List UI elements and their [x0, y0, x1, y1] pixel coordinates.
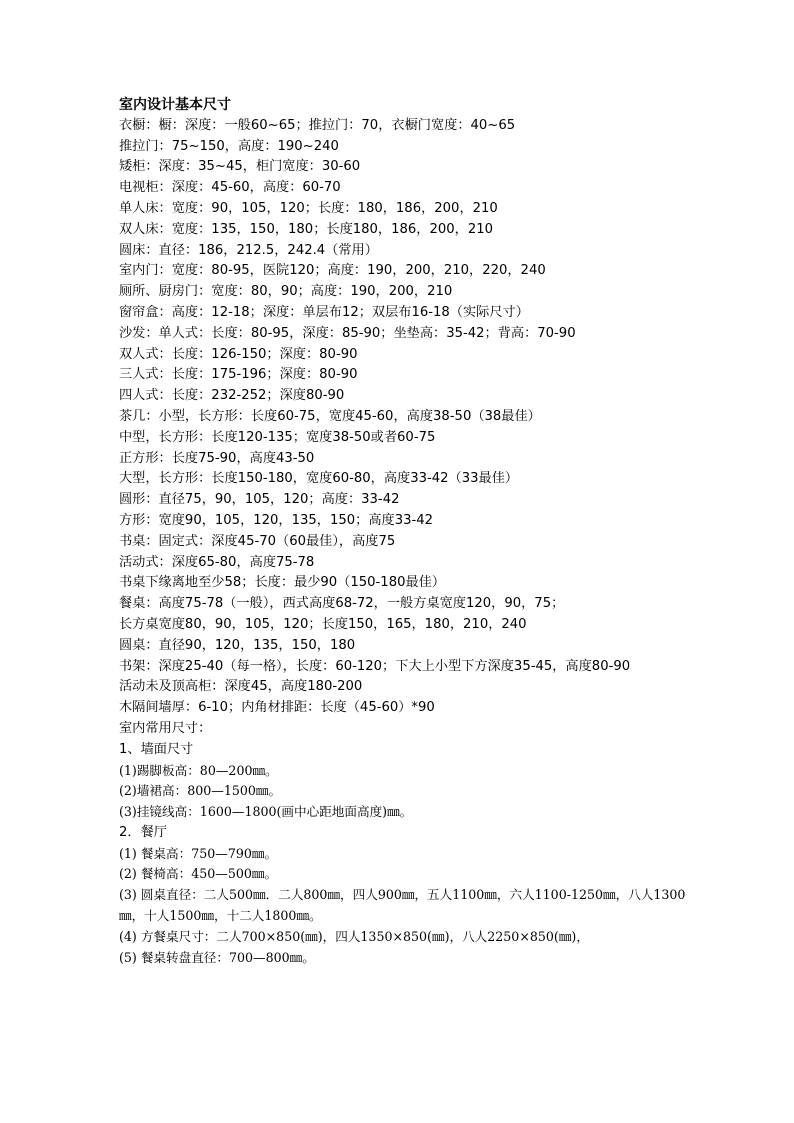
text-line: 书桌：固定式：深度45-70（60最佳），高度75	[119, 533, 396, 549]
text-line: 厕所、厨房门：宽度：80，90；高度：190，200，210	[119, 284, 453, 300]
text-line: 茶几：小型，长方形：长度60-75，宽度45-60，高度38-50（38最佳）	[119, 408, 541, 424]
text-line: 方形：宽度90，105，120，135，150；高度33-42	[119, 512, 434, 528]
document-title: 室内设计基本尺寸	[119, 97, 231, 113]
text-line: 单人床：宽度：90，105，120；长度：180，186，200，210	[119, 200, 498, 216]
text-line: 长方桌宽度80，90，105，120；长度150，165，180，210，240	[119, 616, 527, 632]
text-line: (1) 餐桌高：750—790㎜。	[119, 845, 278, 861]
text-line: (2) 餐椅高：450—500㎜。	[119, 866, 278, 882]
text-line: (3) 圆桌直径：二人500㎜．二人800㎜，四人900㎜，五人1100㎜，六人1100-1250㎜，八人1300㎜，十人1500㎜，十二人1800㎜。	[119, 887, 686, 924]
text-line: 活动式：深度65-80，高度75-78	[119, 554, 315, 570]
text-line: 活动未及顶高柜：深度45，高度180-200	[119, 679, 363, 695]
text-line: 圆形：直径75，90，105，120；高度：33-42	[119, 492, 400, 508]
text-line: 矮柜：深度：35~45，柜门宽度：30-60	[119, 159, 361, 175]
text-line: 书桌下缘离地至少58；长度：最少90（150-180最佳）	[119, 575, 446, 591]
text-line: 书架：深度25-40（每一格），长度：60-120；下大上小型下方深度35-45，高度80-90	[119, 658, 631, 674]
text-line: 餐桌：高度75-78（一般），西式高度68-72，一般方桌宽度120，90，75；	[119, 596, 565, 612]
text-line: 中型，长方形：长度120-135；宽度38-50或者60-75	[119, 429, 436, 445]
text-line: (5) 餐桌转盘直径：700—800㎜。	[119, 949, 315, 965]
text-line: 沙发：单人式：长度：80-95，深度：85-90；坐垫高：35-42；背高：70-90	[119, 325, 576, 341]
section-heading: 1、墙面尺寸	[119, 741, 194, 757]
section-heading: 2．餐厅	[119, 824, 167, 840]
document-page	[119, 95, 689, 968]
text-line: (2)墙裙高：800—1500㎜。	[119, 783, 282, 799]
text-line: (3)挂镜线高：1600—1800(画中心距地面高度)㎜。	[119, 804, 413, 820]
text-line: 圆床：直径：186，212.5，242.4（常用）	[119, 242, 378, 258]
text-line: 三人式：长度：175-196；深度：80-90	[119, 367, 358, 383]
text-line: 衣橱：橱：深度：一般60~65；推拉门：70，衣橱门宽度：40~65	[119, 117, 516, 133]
text-line: 电视柜：深度：45-60，高度：60-70	[119, 180, 341, 196]
text-line: 推拉门：75~150，高度：190~240	[119, 138, 339, 154]
text-line: 正方形：长度75-90，高度43-50	[119, 450, 315, 466]
text-line: (4) 方餐桌尺寸：二人700×850(㎜)，四人1350×850(㎜)，八人2250×850(㎜)，	[119, 928, 589, 944]
text-line: 大型，长方形：长度150-180，宽度60-80，高度33-42（33最佳）	[119, 471, 519, 487]
text-line: 室内常用尺寸：	[119, 720, 212, 736]
text-line: 室内门：宽度：80-95，医院120；高度：190，200，210，220，240	[119, 263, 546, 279]
text-line: 圆桌：直径90，120，135，150，180	[119, 637, 356, 653]
text-line: 四人式：长度：232-252；深度80-90	[119, 388, 345, 404]
text-line: 双人式：长度：126-150；深度：80-90	[119, 346, 358, 362]
text-line: 双人床：宽度：135，150，180；长度180，186，200，210	[119, 221, 494, 237]
text-line: (1)踢脚板高：80—200㎜。	[119, 762, 278, 778]
text-line: 木隔间墙厚：6-10；内角材排距：长度（45-60）*90	[119, 700, 435, 716]
text-line: 窗帘盒：高度：12-18；深度：单层布12；双层布16-18（实际尺寸）	[119, 304, 529, 320]
